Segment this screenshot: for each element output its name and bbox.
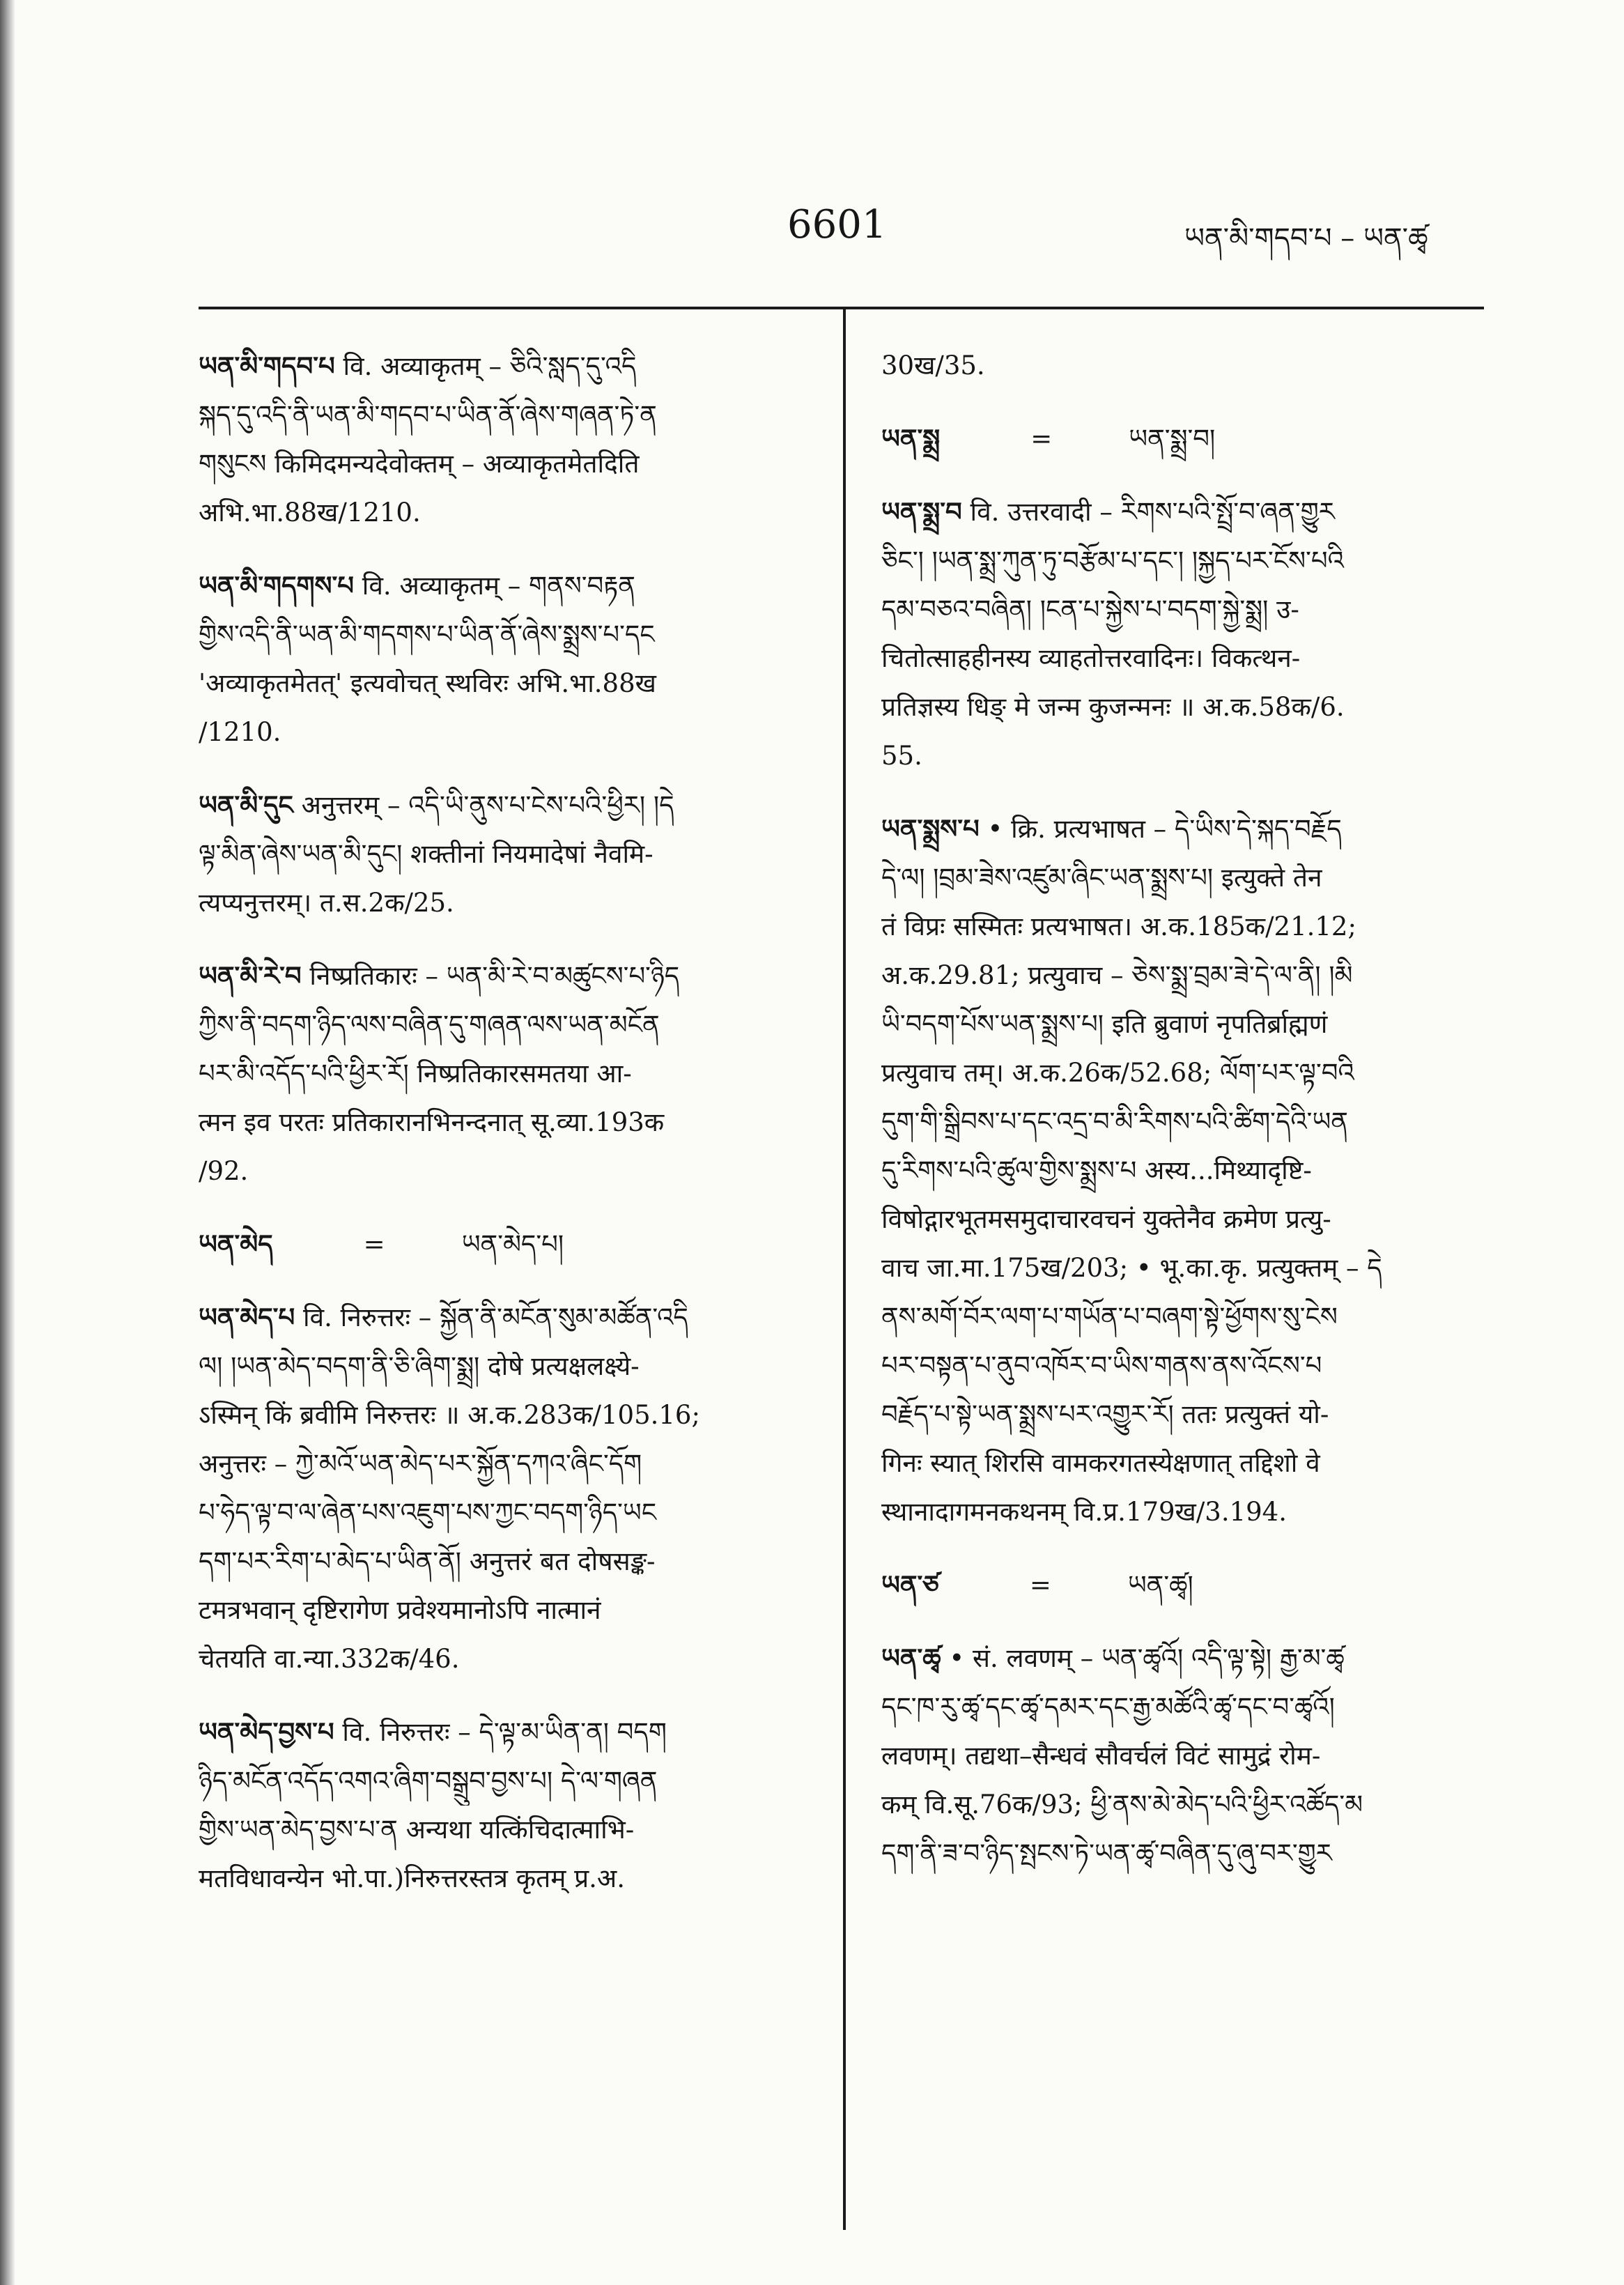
entry-line: [199, 879, 822, 928]
entry-line: [881, 1098, 1487, 1146]
entry-text: कम् वि.सू.76क/93; ཕྱི་ནས་མེ་མེད་པའི་ཕྱིར་འཚོད་མ: [881, 1790, 1363, 1819]
entry-text: དག་ནི་ཟ་བ་ཉིད་སྤངས་ཏེ་ཡན་ཚྭ་བཞིན་དུ་ཞུ་བར་གྱུར: [881, 1838, 1332, 1868]
dictionary-entry: [881, 414, 1487, 463]
entry-line: [199, 1757, 822, 1806]
entry-line: [199, 1635, 822, 1684]
entry-text: གྱིས་འདི་ནི་ཡན་མི་གདགས་པ་ཡིན་ནོ་ཞེས་སྨྲས་པ་དང: [199, 620, 655, 649]
entry-line: [199, 1001, 822, 1049]
entry-lemma: ཡན་མེད: [199, 1229, 273, 1259]
entry-text: अनुत्तरम् – འདི་ཡི་ནུས་པ་ངེས་པའི་ཕྱིར། །དེ: [301, 790, 674, 820]
entry-text: ལ། །ཡན་མེད་བདག་ནི་ཅི་ཞིག་སྨྲ། दोषे प्रत्यक्षलक्ष्ये-: [199, 1351, 640, 1381]
entry-line: [881, 732, 1487, 780]
xref-line: [881, 414, 1487, 463]
entry-text: དེ་ལ། །བྲམ་ཟེས་འཛུམ་ཞིང་ཡན་སྨྲས་པ། इत्युक्ते तेन: [881, 863, 1322, 893]
entry-line: [199, 610, 822, 659]
entry-text: वाच जा.मा.175ख/203; • भू.का.कृ. प्रत्युक्तम् – དེ: [881, 1253, 1382, 1283]
entry-line: [881, 1488, 1487, 1537]
entry-text: प्रतिज्ञस्य धिङ् मे जन्म कुजन्मनः ॥ अ.क.58क/6.: [881, 692, 1345, 722]
entry-line: [199, 488, 822, 537]
entry-text: टमत्रभवान् दृष्टिरागेण प्रवेश्यमानोऽपि नात्मानं: [199, 1595, 601, 1625]
entry-line: [881, 1439, 1487, 1488]
entry-line: [881, 1293, 1487, 1341]
entry-text: अभि.भा.88ख/1210.: [199, 498, 421, 528]
entry-line: [881, 634, 1487, 683]
dictionary-entry: [881, 1560, 1487, 1610]
entry-lemma: ཡན་མི་རེ་བ: [199, 960, 302, 991]
dictionary-entry: [199, 1707, 822, 1903]
dictionary-entry: [199, 951, 822, 1196]
xref-line: [199, 1220, 822, 1269]
continuation-line: 30ख/35.: [881, 351, 985, 380]
entry-text: गिनः स्यात् शिरसि वामकरगतस्येक्षणात् तद्दिशो वे: [881, 1448, 1320, 1478]
entry-lemma: ཡན་སྨྲ: [881, 423, 941, 454]
entry-line: [881, 1000, 1487, 1049]
entry-text: 55.: [881, 741, 922, 771]
entry-line: [199, 1806, 822, 1854]
entry-lemma: ཡན་མི་དུང: [199, 790, 293, 820]
entry-text: ऽस्मिन् किं ब्रवीमि निरुत्तरः ॥ अ.क.283क/105.16;: [199, 1400, 700, 1430]
entry-text: त्मन इव परतः प्रतिकारानभिनन्दनात् सू.व्या.193क: [199, 1107, 665, 1137]
page-number: 6601: [787, 202, 887, 247]
entry-line: [199, 561, 822, 610]
entry-line: [199, 1440, 822, 1488]
entry-text: वि. उत्तरवादी – རིགས་པའི་སྤྲོ་བ་ཞན་གྱུར: [970, 497, 1335, 527]
entry-line: [199, 341, 822, 391]
entry-text: तं विप्रः सस्मितः प्रत्यभाषत। अ.क.185क/21.12;: [881, 911, 1356, 941]
entry-text: मतविधावन्येन भो.पा.)निरुत्तरस्तत्र कृतम् प्र.अ.: [199, 1863, 625, 1893]
entry-line: [199, 1342, 822, 1391]
dictionary-entry: [199, 1293, 822, 1684]
entry-line: [199, 1854, 822, 1903]
entry-line: [199, 1586, 822, 1635]
entry-line: [199, 659, 822, 708]
entry-line: [881, 537, 1487, 585]
entry-line: [199, 1049, 822, 1098]
entry-lemma: ཡན་ཚྭ: [881, 1642, 941, 1673]
page-binding-edge: [0, 0, 15, 2285]
entry-text: བརྗོད་པ་སྟེ་ཡན་སྨྲས་པར་འགྱུར་རོ། ततः प्रत्युक्तं यो-: [881, 1399, 1329, 1429]
entry-line: [881, 1390, 1487, 1439]
entry-line: [881, 951, 1487, 1000]
entry-text: པར་བསྟན་པ་ནུབ་འཁོར་བ་ཡིས་གནས་ནས་འོངས་པ: [881, 1351, 1322, 1380]
entry-line: [881, 1049, 1487, 1098]
entry-text: निष्प्रतिकारः – ཡན་མི་རེ་བ་མཚུངས་པ་ཉིད: [309, 961, 680, 991]
entry-line: [881, 854, 1487, 902]
dictionary-entry: [199, 561, 822, 757]
dictionary-entry: [199, 341, 822, 537]
entry-text: अनुत्तरः – ཀྱེ་མའོ་ཡན་མེད་པར་སྐྱོན་དཀའ་ཞིང་དོག: [199, 1449, 642, 1479]
entry-text: 'अव्याकृतमेतत्' इत्यवोचत् स्थविरः अभि.भा.88ख: [199, 668, 656, 698]
entry-text: ནས་མགོ་བོར་ལག་པ་གཡོན་པ་བཞག་སྟེ་ཕྱོགས་སུ་ངེས: [881, 1302, 1338, 1332]
left-column: [199, 341, 822, 1927]
entry-lemma: ཡན་མེད་པ: [199, 1302, 295, 1332]
entry-text: ཅིང་། །ཡན་སྨྲ་ཀུན་ཏུ་བརྩོམ་པ་དང་། །སྐྱད་པར་ངོས་པའི: [881, 546, 1344, 576]
entry-text: चेतयति वा.न्या.332क/46.: [199, 1644, 460, 1674]
entry-text: ཡི་བདག་པོས་ཡན་སྨྲས་པ། इति ब्रुवाणं नृपतिर्ब्राह्मणं: [881, 1009, 1328, 1039]
entry-text: चितोत्साहहीनस्य व्याहतोत्तरवादिनः। विकत्थन-: [881, 643, 1301, 673]
entry-lemma: ཡན་མི་གདགས་པ: [199, 570, 354, 601]
entry-line: [199, 830, 822, 879]
entry-lemma: ཡན་ཙ: [881, 1569, 939, 1600]
entry-text: वि. अव्याकृतम् – གནས་བརྟན: [362, 571, 635, 601]
dictionary-entry: [199, 1220, 822, 1269]
xref-target: ཡན་མེད་པ།: [461, 1229, 564, 1259]
entry-text: གསུངས किमिदमन्यदेवोक्तम् – अव्याकृतमेतदिति: [199, 449, 640, 479]
dictionary-entry: [881, 487, 1487, 780]
entry-line: [881, 1683, 1487, 1732]
entry-text: དང་ཁ་རུ་ཚྭ་དང་ཚྭ་དམར་དང་རྒྱ་མཚོའི་ཚྭ་དང་བ་ཚྭའོ།: [881, 1692, 1335, 1722]
entry-text: त्यप्यनुत्तरम्। त.स.2क/25.: [199, 888, 454, 918]
entry-text: • क्रि. प्रत्यभाषत – དེ་ཡིས་དེ་སྐད་བརྗོད: [987, 814, 1342, 844]
entry-text: वि. निरुत्तरः – དེ་ལྟ་མ་ཡིན་ན། བདག: [342, 1717, 667, 1747]
right-entries: [881, 414, 1487, 1878]
entry-text: གྱིས་ཡན་མེད་བྱས་པ་ན अन्यथा यत्किंचिदात्माभि-: [199, 1815, 635, 1845]
entry-line: [199, 708, 822, 757]
xref-target: ཡན་སྨྲ་བ།: [1129, 424, 1216, 454]
xref-line: [881, 1560, 1487, 1610]
entry-text: वि. अव्याकृतम् – ཅིའི་སླད་དུ་འདི: [343, 351, 637, 381]
entry-text: དག་པར་རིག་པ་མེད་པ་ཡིན་ནོ། अनुत्तरं बत दोषसङ्क-: [199, 1546, 656, 1576]
entry-text: ཀྱིས་ནི་བདག་ཉིད་ལས་བཞིན་དུ་གཞན་ལས་ཡན་མངོན: [199, 1010, 660, 1040]
equals-sign: =: [1030, 424, 1053, 454]
entry-text: ཉིད་མངོན་འདོད་འགའ་ཞིག་བསྒྲུབ་བྱས་པ། དེ་ལ་གཞན: [199, 1766, 658, 1796]
entry-line: [881, 1341, 1487, 1390]
entry-line: [881, 1780, 1487, 1829]
entry-text: प्रत्युवाच तम्। अ.क.26क/52.68; ལོག་པར་ལྟ་བའི: [881, 1058, 1354, 1088]
entry-line: [199, 1098, 822, 1147]
entry-text: विषोद्गारभूतमसमुदाचारवचनं युक्तेनैव क्रमेण प्रत्यु-: [881, 1204, 1331, 1234]
entry-line: [881, 683, 1487, 732]
entry-line: [881, 1829, 1487, 1878]
dictionary-entry: [881, 1633, 1487, 1878]
entry-line: [199, 1537, 822, 1586]
entry-line: [199, 1147, 822, 1196]
entry-text: པ་ཧེད་ལྟ་བ་ལ་ཞེན་པས་འཇུག་པས་ཀྱང་བདག་ཉིད་ཡང: [199, 1498, 657, 1528]
entry-text: लवणम्। तद्यथा–सैन्धवं सौवर्चलं विटं सामुद्रं रोम-: [881, 1741, 1321, 1771]
dictionary-entry: [881, 804, 1487, 1537]
entry-line: [199, 1707, 822, 1757]
entry-lemma: ཡན་སྨྲ་བ: [881, 496, 962, 527]
entry-line: [881, 1195, 1487, 1244]
entry-text: वि. निरुत्तरः – སྐྱོན་ནི་མངོན་སུམ་མཚོན་འདི: [302, 1302, 688, 1332]
entry-line: [199, 440, 822, 488]
dictionary-entry: [199, 780, 822, 928]
entry-line: [199, 1391, 822, 1440]
entry-text: དམ་བཅའ་བཞིན། །ངན་པ་སྐྱེས་པ་བདག་སྐྱེ་སྨྲ། उ-: [881, 594, 1299, 624]
entry-line: [881, 1732, 1487, 1780]
entry-lemma: ཡན་མི་གདབ་པ: [199, 351, 335, 381]
entry-line: [881, 585, 1487, 634]
column-divider: [843, 307, 846, 2230]
header-rule: [199, 307, 1484, 309]
entry-text: དུ་རིགས་པའི་ཚུལ་གྱིས་སྨྲས་པ अस्य...मिथ्यादृष्टि-: [881, 1155, 1312, 1185]
entry-line: [199, 780, 822, 830]
equals-sign: =: [363, 1229, 385, 1259]
entry-line: [881, 902, 1487, 951]
entry-text: • सं. लवणम् – ཡན་ཚྭའོ། འདི་ལྟ་སྟེ། རྒྱ་མ་ཚྭ: [949, 1643, 1345, 1673]
entry-line: [199, 391, 822, 440]
entry-text: स्थानादागमनकथनम् वि.प्र.179ख/3.194.: [881, 1497, 1287, 1527]
entry-line: [199, 1488, 822, 1537]
entry-text: /1210.: [199, 717, 281, 747]
entry-line: [199, 1293, 822, 1342]
entry-text: དུག་གི་སྒྲིབས་པ་དང་འདྲ་བ་མི་རིགས་པའི་ཚིག་དེའི་ཡན: [881, 1107, 1348, 1137]
running-head: ཡན་མི་གདབ་པ – ཡན་ཚྭ: [1184, 222, 1428, 254]
entry-text: अ.क.29.81; प्रत्युवाच – ཅེས་སྨྲ་བྲམ་ཟེ་དེ་ལ་ནི། །མི: [881, 960, 1353, 990]
entry-lemma: ཡན་སྨྲས་པ: [881, 813, 980, 844]
xref-target: ཡན་ཚྭ།: [1127, 1570, 1193, 1600]
entry-lemma: ཡན་མེད་བྱས་པ: [199, 1716, 334, 1747]
entry-text: པར་མི་འདོད་པའི་ཕྱིར་རོ། निष्प्रतिकारसमतया आ-: [199, 1059, 632, 1088]
entry-line: [881, 1146, 1487, 1195]
right-column: [881, 341, 1487, 1902]
entry-text: ལྟ་མིན་ཞེས་ཡན་མི་དུང། शक्तीनां नियमादेषां नैवमि-: [199, 839, 654, 869]
equals-sign: =: [1029, 1570, 1051, 1600]
entry-line: [881, 1244, 1487, 1293]
entry-text: སྐད་དུ་འདི་ནི་ཡན་མི་གདབ་པ་ཡིན་ནོ་ཞེས་གཞན་ཏེ་ན: [199, 400, 657, 430]
entry-line: [881, 1633, 1487, 1683]
entry-line: [881, 804, 1487, 854]
entry-text: /92.: [199, 1156, 249, 1186]
entry-line: [199, 951, 822, 1001]
entry-line: [881, 487, 1487, 537]
